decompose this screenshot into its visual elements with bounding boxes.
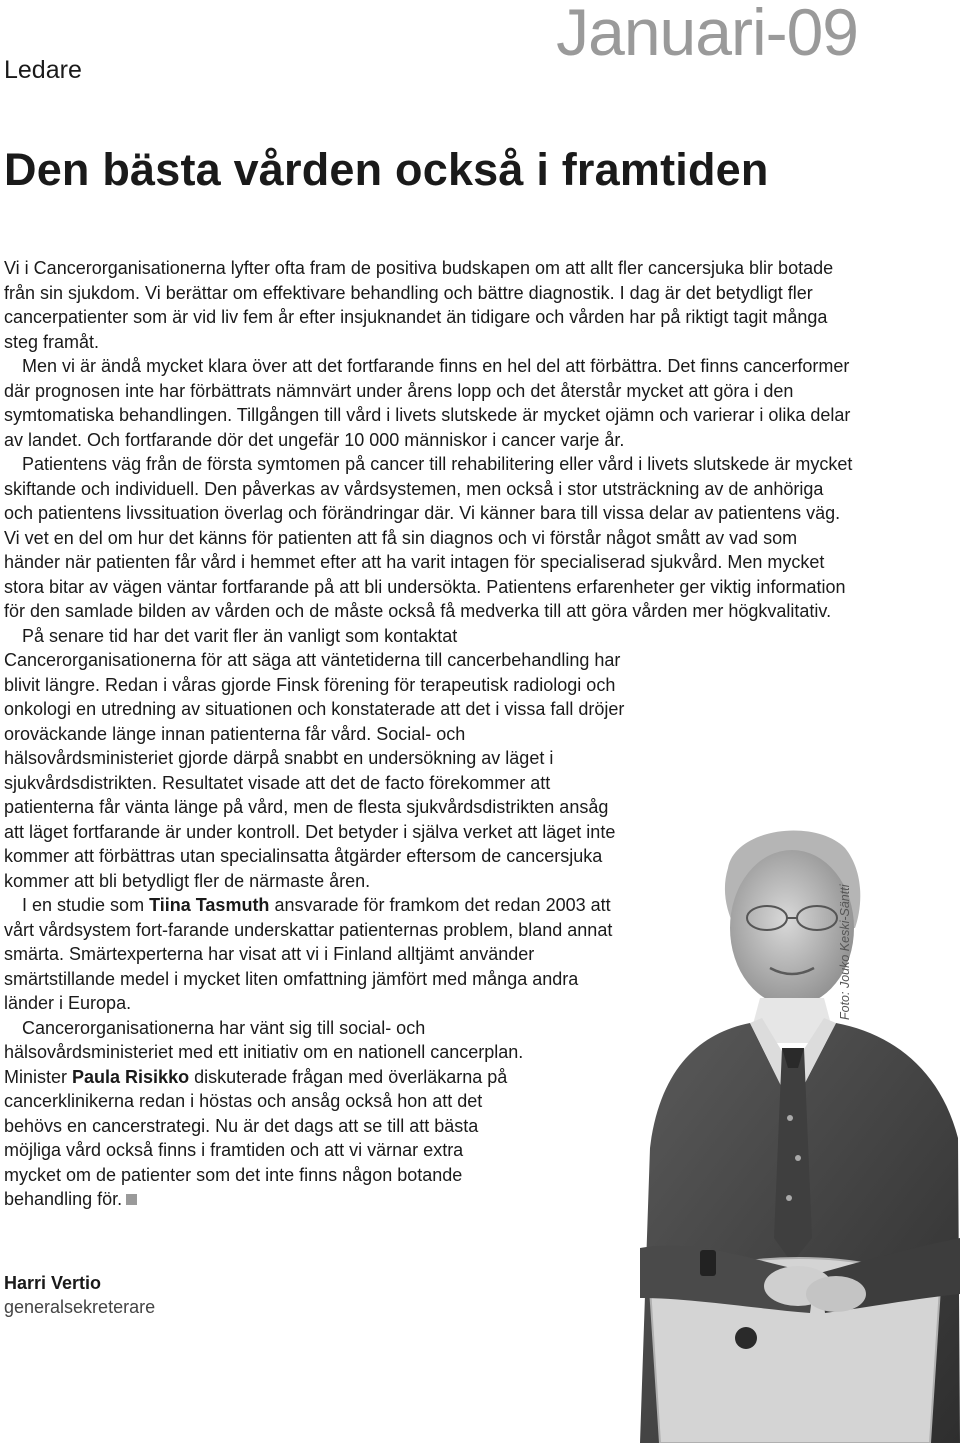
article-body (4, 256, 854, 1212)
paragraph-text: I en studie som (22, 895, 150, 915)
section-label: Ledare (4, 56, 82, 84)
paragraph: Cancerorganisationerna har vänt sig till social- och hälsovårdsministeriet med ett initiativ om en nationell cancerplan. (4, 1017, 524, 1062)
paragraph (4, 1065, 524, 1212)
paragraph-text: ansvarade för framkom det redan 2003 att vårt vårdsystem fort-farande underskattar patienternas problem, bland annat smärta. Smärtexperterna har visat att vi i Finland alltjämt använder smärtstillande medel i mycket liten omfattning jämfört med många andra länder i Europa. (4, 895, 613, 1013)
paragraph (4, 893, 629, 1016)
paragraph: På senare tid har det varit fler än vanligt som kontaktat Cancerorganisationerna för att säga att väntetiderna till cancerbehandling har blivit längre. Redan i våras gjorde Finsk förening för terapeutisk radiologi och onkologi en utredning av situationen och konstaterade att det i vissa fall dröjer oroväckande länge innan patienterna får vård. Social- och hälsovårdsministeriet gjorde därpå snabbt en undersökning av läget i sjukvårdsdistrikten. Resultatet visade att det de facto förekommer att patienterna får vänta länge på vård, men de flesta sjukvårdsdistrikten ansåg att läget fortfarande är under kontroll. Det betyder i själva verket att läget inte kommer att förbättras utan specialinsatta åtgärder eftersom de cancersjuka kommer att bli betydligt fler de närmaste åren. (4, 625, 625, 891)
end-mark-icon (126, 1194, 137, 1205)
headline: Den bästa vården också i framtiden (4, 144, 769, 195)
paragraph-text: diskuterade frågan med överläkarna på cancerklinikerna redan i höstas och ansåg också hon att det behövs en cancerstrategi. Nu är det dags att se till att bästa möjliga vård också finns i framtiden och att vi värnar extra mycket om de patienter som det inte finns någon botande behandling för. (4, 1066, 508, 1209)
paragraph-text: Minister (4, 1066, 73, 1087)
issue-label: Januari-09 (556, 0, 858, 69)
paragraph: Vi i Cancerorganisationerna lyfter ofta fram de positiva budskapen om att allt fler cancersjuka blir botade från sin sjukdom. Vi berättar om effektivare behandling och bättre diagnostik. I dag är det betydligt fler cancerpatienter som är vid liv fem år efter insjuknandet än tidigare och vården har på riktigt tagit många steg framåt. (4, 258, 834, 352)
author-name: Harri Vertio (4, 1273, 102, 1293)
person-name: Paula Risikko (72, 1066, 190, 1087)
author-role: generalsekreterare (4, 1297, 156, 1317)
paragraph: Patientens väg från de första symtomen på cancer till rehabilitering eller vård i livets slutskede är mycket skiftande och individuell. Den påverkas av vårdsystemen, men också i stor utsträckning av de anhöriga och patientens livssituation överlag och förändringar där. Vi känner bara till vissa delar av patientens väg. Vi vet en del om hur det känns för patienten att få sin diagnos och vi förstår något smått av vad som händer när patienten får vård i hemmet efter att ha varit intagen för specialiserad sjukvård. Men mycket stora bitar av vägen väntar fortfarande på att bli undersökta. Patientens erfarenheter ger viktig information för den samlade bilden av vården och de måste också få medverka till att göra vården mer högkvalitativ. (4, 454, 853, 621)
person-name: Tiina Tasmuth (149, 895, 270, 915)
photo-credit: Foto: Jouko Keski-Säntti (838, 884, 852, 1020)
paragraph: Men vi är ändå mycket klara över att det fortfarande finns en hel del att förbättra. Det finns cancerformer där prognosen inte har förbättrats nämnvärt under årens lopp och det återstår mycket att göra i den symtomatiska behandlingen. Tillgången till vård i livets slutskede är mycket ojämn och varierar i olika delar av landet. Och fortfarande dör det ungefär 10 000 människor i cancer varje år. (4, 356, 851, 450)
